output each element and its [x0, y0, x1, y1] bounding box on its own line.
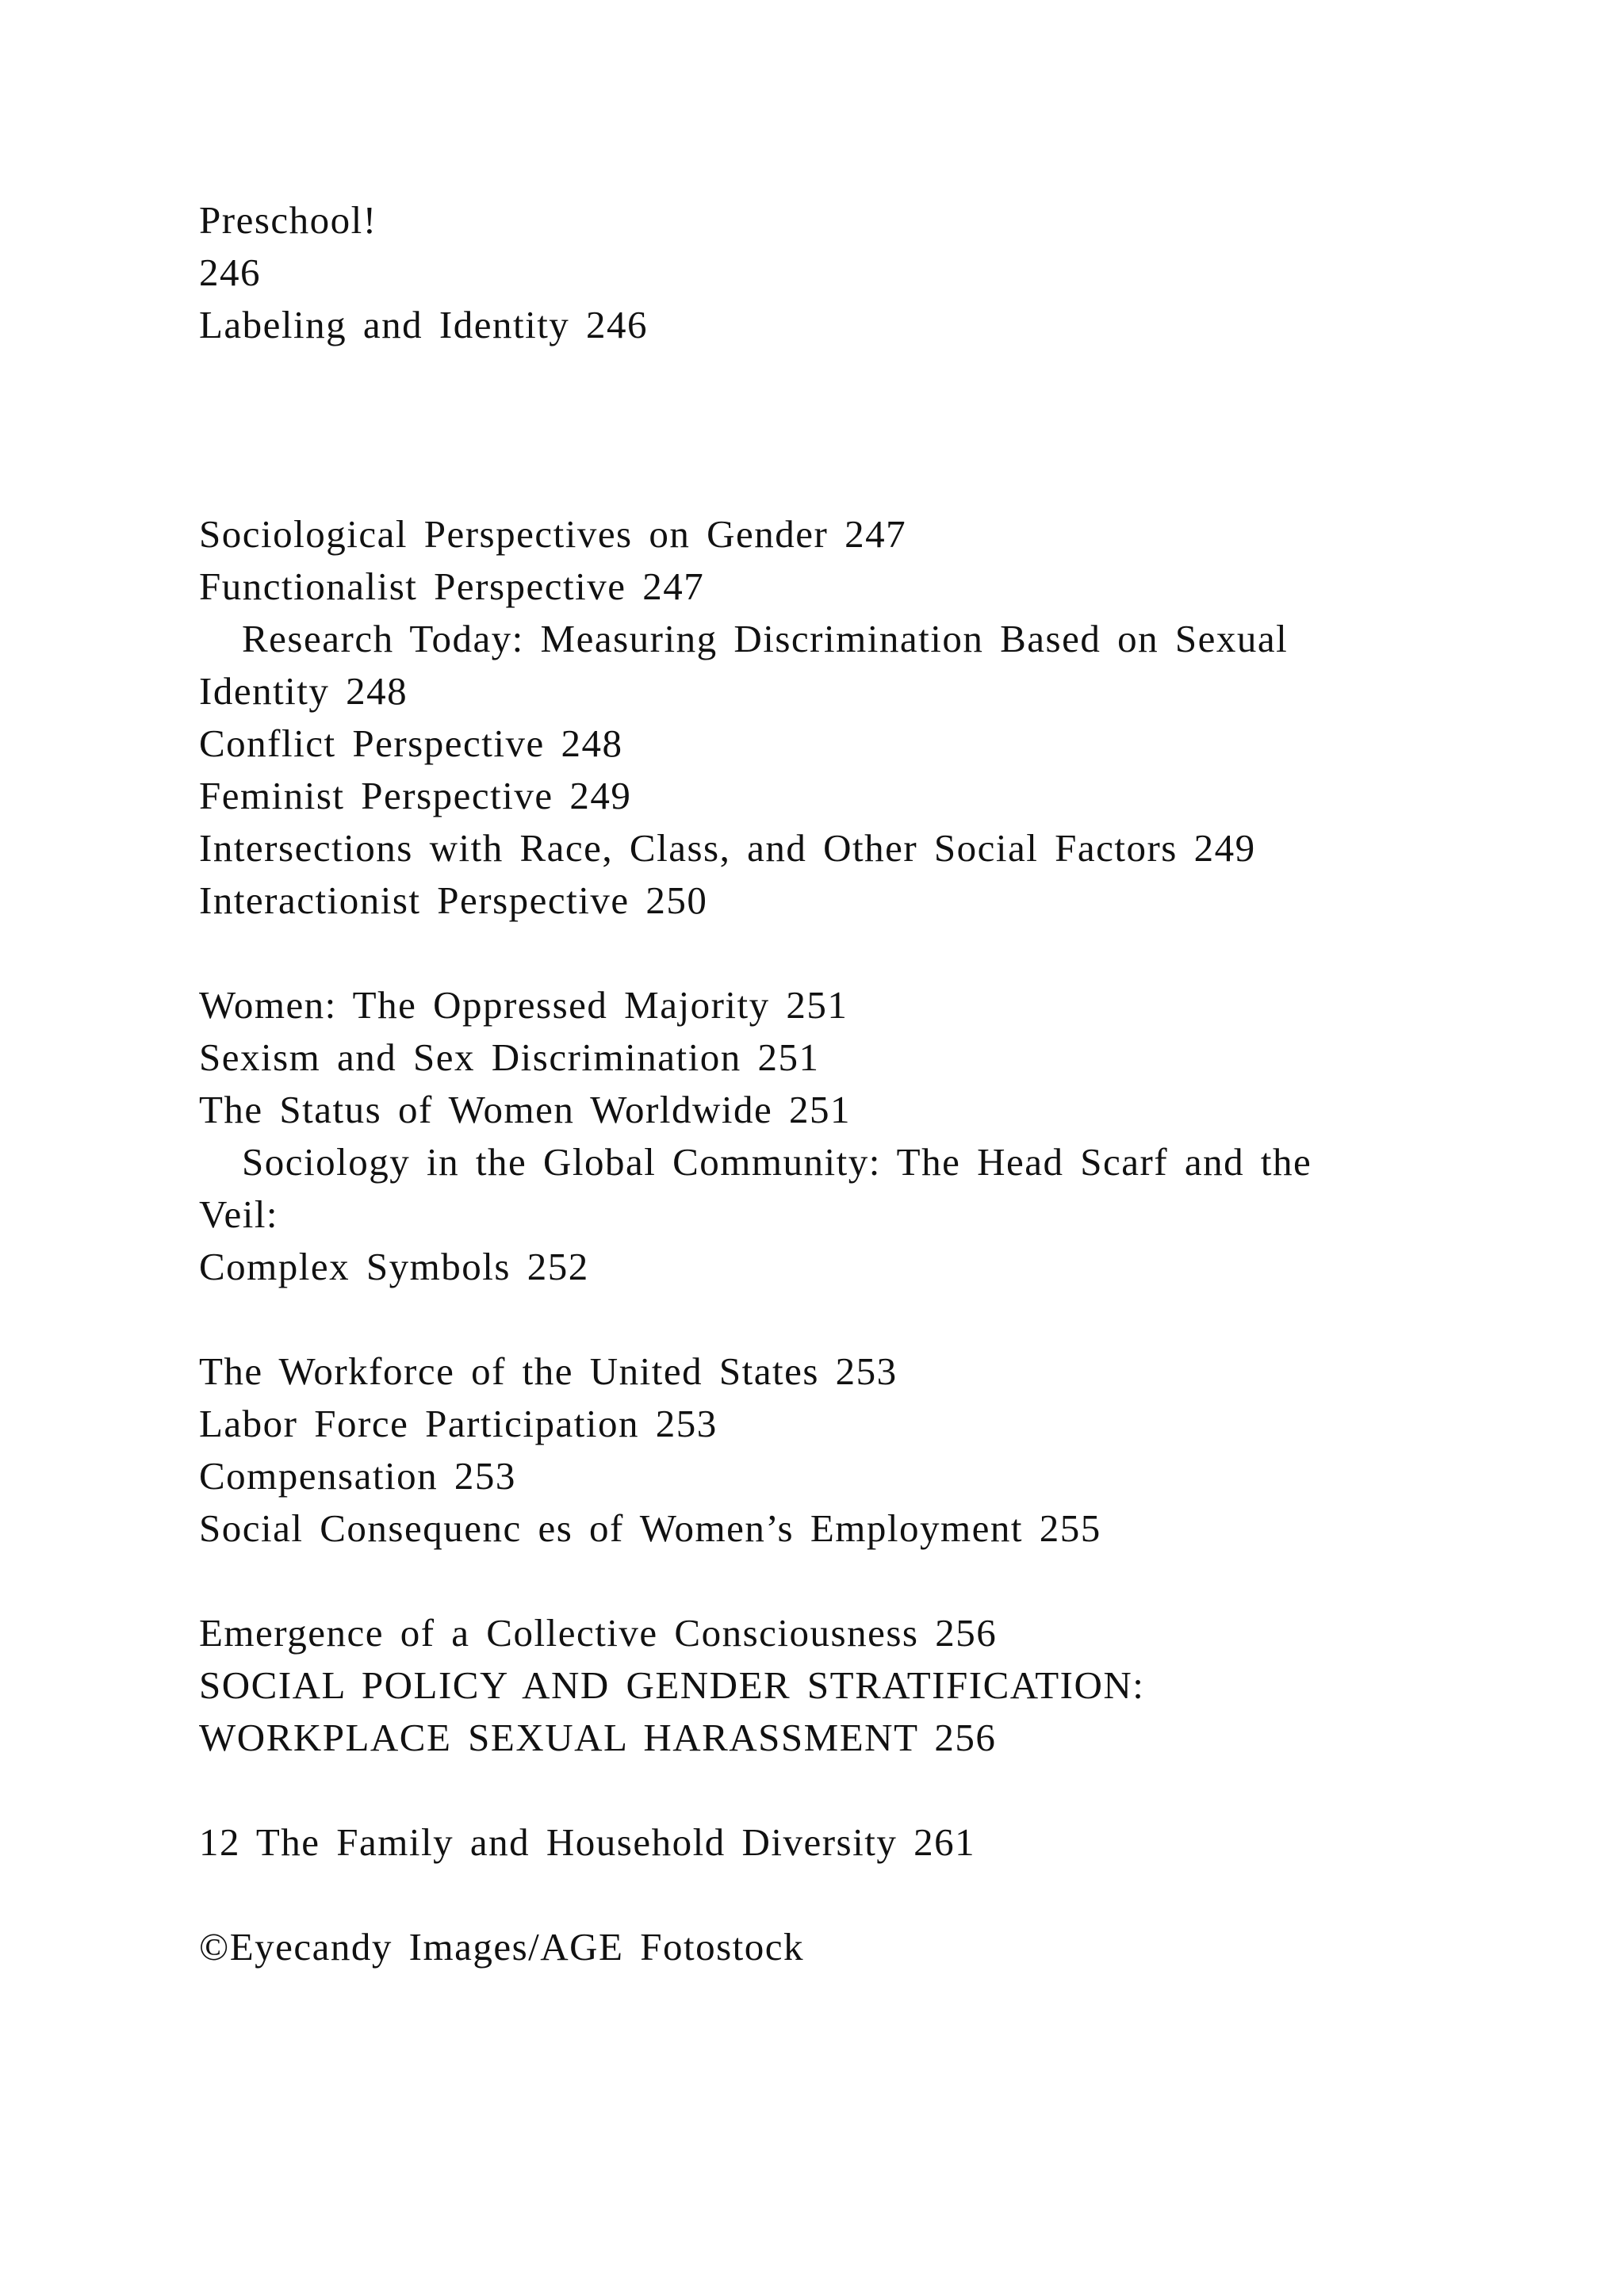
toc-entry-sexism: Sexism and Sex Discrimination 251: [199, 1035, 820, 1079]
toc-entry-feminist: Feminist Perspective 249: [199, 774, 632, 817]
toc-social-policy-heading-cont: WORKPLACE SEXUAL HARASSMENT 256: [199, 1716, 997, 1759]
toc-social-policy-heading: SOCIAL POLICY AND GENDER STRATIFICATION:: [199, 1663, 1145, 1707]
toc-entry-interactionist: Interactionist Perspective 250: [199, 878, 708, 922]
toc-chapter-12: 12 The Family and Household Diversity 261: [199, 1820, 976, 1864]
toc-entry-labor-force: Labor Force Participation 253: [199, 1402, 718, 1445]
toc-entry-functionalist: Functionalist Perspective 247: [199, 564, 705, 608]
toc-entry-status-of-women: The Status of Women Worldwide 251: [199, 1088, 851, 1131]
toc-box-research-today: Research Today: Measuring Discrimination Based on Sexual: [242, 617, 1289, 660]
toc-entry-labeling-identity: Labeling and Identity 246: [199, 303, 649, 346]
toc-entry-intersections: Intersections with Race, Class, and Other Social Factors 249: [199, 826, 1256, 870]
toc-box-global-community: Sociology in the Global Community: The Head Scarf and the: [242, 1140, 1312, 1184]
toc-entry-preschool: Preschool!: [199, 198, 377, 242]
toc-entry-social-consequences: Social Consequenc es of Women’s Employment 255: [199, 1506, 1101, 1550]
toc-entry-compensation: Compensation 253: [199, 1454, 516, 1498]
toc-box-research-today-cont: Identity 248: [199, 669, 408, 713]
toc-section-women-oppressed-majority: Women: The Oppressed Majority 251: [199, 983, 848, 1027]
toc-box-complex-symbols: Complex Symbols 252: [199, 1245, 589, 1288]
toc-section-sociological-perspectives: Sociological Perspectives on Gender 247: [199, 512, 907, 556]
toc-entry-conflict: Conflict Perspective 248: [199, 721, 623, 765]
toc-box-global-community-cont: Veil:: [199, 1192, 279, 1236]
toc-section-workforce: The Workforce of the United States 253: [199, 1349, 898, 1393]
toc-section-collective-consciousness: Emergence of a Collective Consciousness 256: [199, 1611, 998, 1655]
toc-page-number: 246: [199, 251, 261, 294]
photo-credit: ©Eyecandy Images/AGE Fotostock: [199, 1925, 805, 1969]
